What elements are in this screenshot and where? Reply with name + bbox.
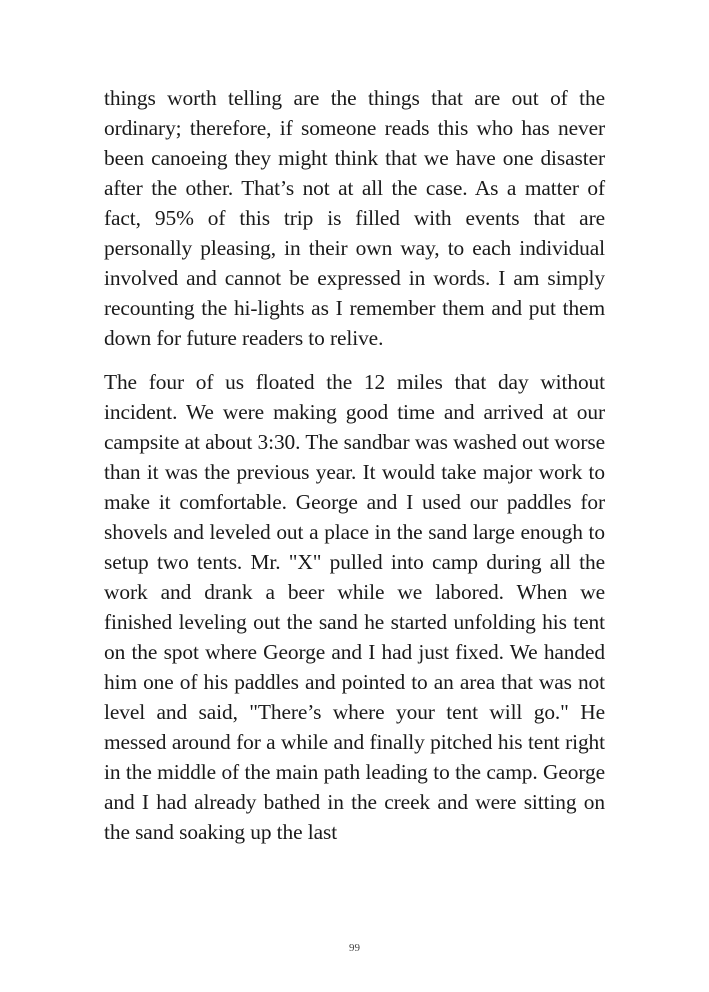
- page-number: 99: [349, 942, 360, 954]
- paragraph-1: things worth telling are the things that are out of the ordinary; therefore, if someone reads this who has never been canoeing they might think that we have one disaster after the other. That’s not at all the case. As a matter of fact, 95% of this trip is filled with events that are personally pleasing, in their own way, to each individual involved and cannot be expressed in words. I am simply recounting the hi-lights as I remember them and put them down for future readers to relive.: [104, 86, 605, 350]
- paragraph-2: The four of us floated the 12 miles that day without incident. We were making good time and arrived at our campsite at about 3:30. The sandbar was washed out worse than it was the previous year. It would take major work to make it comfortable. George and I used our paddles for shovels and leveled out a place in the sand large enough to setup two tents. Mr. "X" pulled into camp during all the work and drank a beer while we labored. When we finished leveling out the sand he started unfolding his tent on the spot where George and I had just fixed. We handed him one of his paddles and pointed to an area that was not level and said, "There’s where your tent will go." He messed around for a while and finally pitched his tent right in the middle of the main path leading to the camp. George and I had already bathed in the creek and were sitting on the sand soaking up the last: [104, 370, 605, 844]
- page-body: [104, 83, 605, 847]
